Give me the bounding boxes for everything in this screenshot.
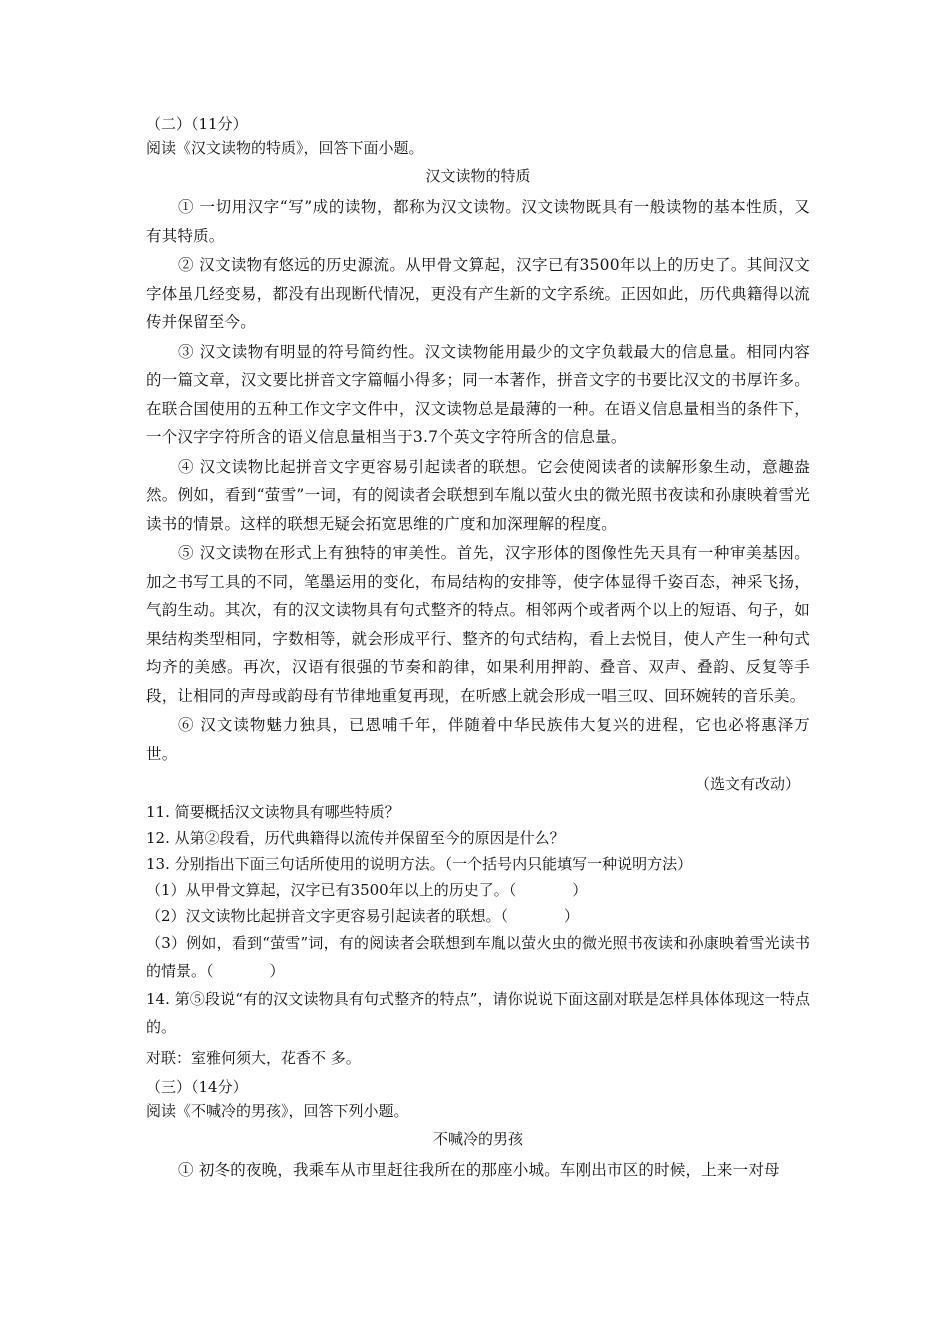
question-13-item-1-text: （1）从甲骨文算起，汉字已有3500年以上的历史了。（ [146, 881, 517, 899]
close-paren-1: ） [572, 881, 588, 899]
question-13-item-2 [146, 903, 810, 929]
question-13-item-1 [146, 877, 810, 903]
section-2-instruction: 阅读《汉文读物的特质》，回答下面小题。 [146, 139, 424, 157]
question-13-item-3-text: （3）例如，看到“萤雪”词，有的阅读者会联想到车胤以萤火虫的微光照书夜读和孙康映着雪光读书的情景。（ [146, 934, 810, 980]
close-paren-3: ） [269, 962, 285, 980]
story-paragraph-1: ① 初冬的夜晚，我乘车从市里赶往我所在的那座小城。车刚出市区的时候，上来一对母 [178, 1161, 780, 1179]
paragraph-5: ⑤ 汉文读物在形式上有独特的审美性。首先，汉字形体的图像性先天具有一种审美基因。加之书写工具的不同，笔墨运用的变化，布局结构的安排等，使字体显得千姿百态，神采飞扬，气韵生动。其次，有的汉文读物具有句式整齐的特点。相邻两个或者两个以上的短语、句子，如果结构类型相同，字数相等，就会形成平行、整齐的句式结构，看上去悦目，使人产生一种句式均齐的美感。再次，汉语有很强的节奏和韵律，如果利用押韵、叠音、双声、叠韵、反复等手段，让相同的声母或韵母有节律地重复再现，在听感上就会形成一唱三叹、回环婉转的音乐美。 [146, 544, 810, 705]
question-11: 11. 简要概括汉文读物具有哪些特质？ [146, 803, 400, 821]
exam-page [146, 112, 810, 1186]
couplet: 对联：室雅何须大，花香不 多。 [146, 1049, 361, 1067]
section-3-header: （三）（14分） [146, 1078, 248, 1096]
question-13-item-2-text: （2）汉文读物比起拼音文字更容易引起读者的联想。（ [146, 907, 509, 925]
question-13-item-3 [146, 929, 810, 985]
close-paren-2: ） [564, 907, 580, 925]
paragraph-4: ④ 汉文读物比起拼音文字更容易引起读者的联想。它会使阅读者的读解形象生动，意趣盎然。例如，看到“萤雪”一词，有的阅读者会联想到车胤以萤火虫的微光照书夜读和孙康映着雪光读书的情景。这样的联想无疑会拓宽思维的广度和加深理解的程度。 [146, 457, 810, 533]
question-14: 14. 第⑤段说“有的汉文读物具有句式整齐的特点”，请你说说下面这副对联是怎样具体体现这一特点的。 [146, 990, 810, 1036]
article-title: 汉文读物的特质 [425, 167, 531, 185]
paragraph-2: ② 汉文读物有悠远的历史源流。从甲骨文算起，汉字已有3500年以上的历史了。其间汉文字体虽几经变易，都没有出现断代情况，更没有产生新的文字系统。正因如此，历代典籍得以流传并保留至今。 [146, 256, 810, 331]
section-2-header: （二）（11分） [146, 115, 248, 133]
question-12: 12. 从第②段看，历代典籍得以流传并保留至今的原因是什么？ [146, 829, 565, 847]
paragraph-6: ⑥ 汉文读物魅力独具，已恩哺千年，伴随着中华民族伟大复兴的进程，它也必将惠泽万世。 [146, 716, 810, 763]
question-13: 13. 分别指出下面三句话所使用的说明方法。（一个括号内只能填写一种说明方法） [146, 855, 693, 873]
paragraph-3: ③ 汉文读物有明显的符号简约性。汉文读物能用最少的文字负载最大的信息量。相同内容的一篇文章，汉文要比拼音文字篇幅小得多；同一本著作，拼音文字的书要比汉文的书厚许多。在联合国使用的五种工作文字文件中，汉文读物总是最薄的一种。在语义信息量相当的条件下，一个汉字字符所含的语义信息量相当于3.7个英文字符所含的信息量。 [146, 342, 810, 446]
story-title: 不喊冷的男孩 [432, 1130, 523, 1148]
source-note: （选文有改动） [694, 775, 800, 793]
paragraph-1: ① 一切用汉字“写”成的读物，都称为汉文读物。汉文读物既具有一般读物的基本性质，又有其特质。 [146, 198, 810, 245]
section-3-instruction: 阅读《不喊冷的男孩》，回答下列小题。 [146, 1102, 409, 1120]
